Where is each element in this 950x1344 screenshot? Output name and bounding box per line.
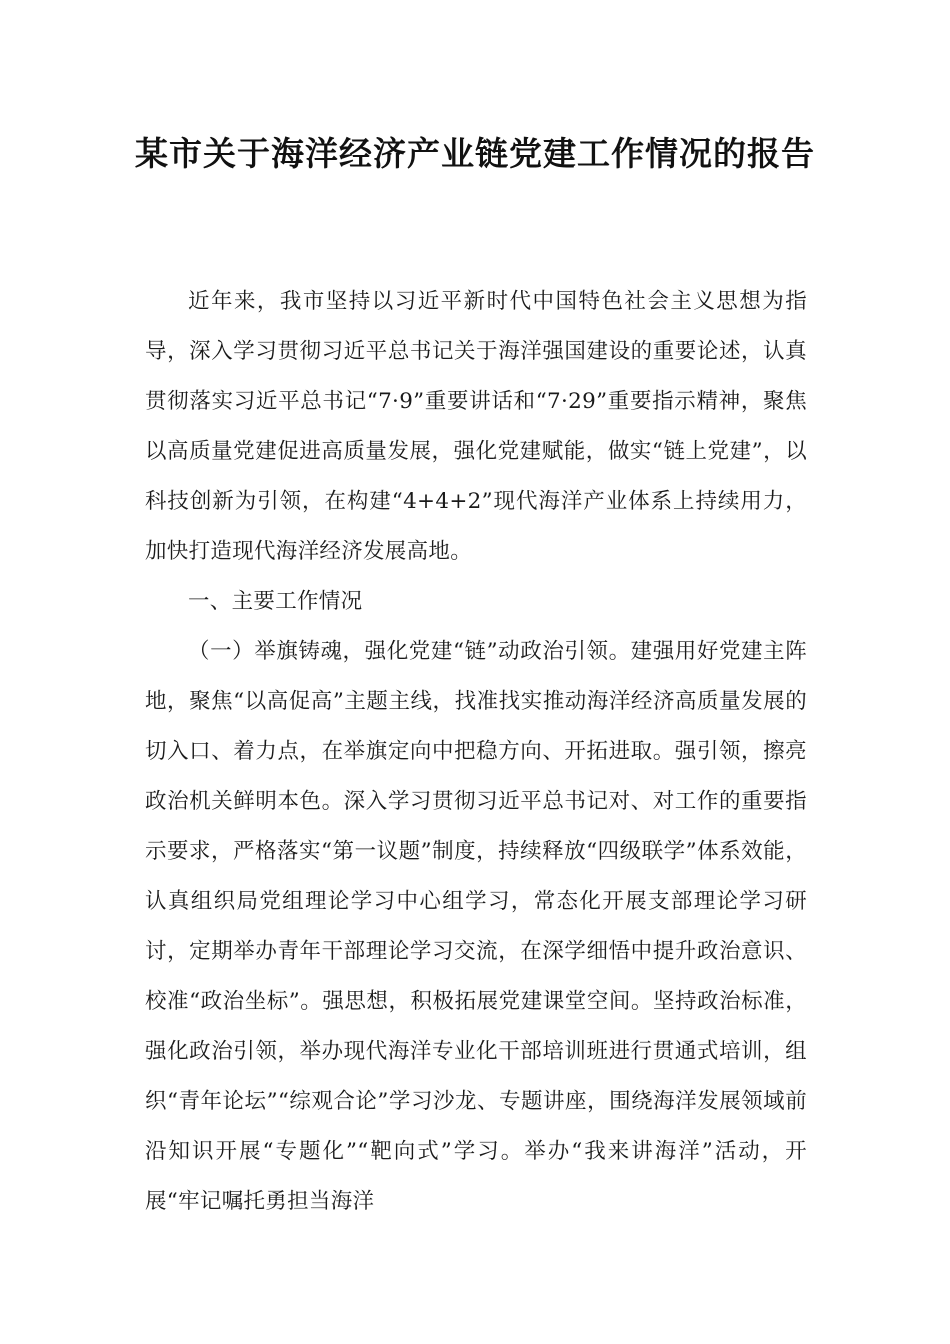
document-title: 某市关于海洋经济产业链党建工作情况的报告 bbox=[135, 134, 815, 173]
subsection-paragraph-1: （一）举旗铸魂，强化党建“链”动政治引领。建强用好党建主阵地，聚焦“以高促高”主题主线，找准找实推动海洋经济高质量发展的切入口、着力点，在举旗定向中把稳方向、开拓进取。强引领，擦亮政治机关鲜明本色。深入学习贯彻习近平总书记对、对工作的重要指示要求，严格落实“第一议题”制度，持续释放“四级联学”体系效能，认真组织局党组理论学习中心组学习，常态化开展支部理论学习研讨，定期举办青年干部理论学习交流，在深学细悟中提升政治意识、校准“政治坐标”。强思想，积极拓展党建课堂空间。坚持政治标准，强化政治引领，举办现代海洋专业化干部培训班进行贯通式培训，组织“青年论坛”“综观合论”学习沙龙、专题讲座，围绕海洋发展领域前沿知识开展“专题化”“靶向式”学习。举办“我来讲海洋”活动，开展“牢记嘱托勇担当海洋 bbox=[145, 639, 807, 1214]
document-body bbox=[145, 277, 807, 1227]
section-heading-main-work: 一、主要工作情况 bbox=[188, 589, 363, 614]
intro-paragraph: 近年来，我市坚持以习近平新时代中国特色社会主义思想为指导，深入学习贯彻习近平总书记关于海洋强国建设的重要论述，认真贯彻落实习近平总书记“7·9”重要讲话和“7·29”重要指示精神，聚焦以高质量党建促进高质量发展，强化党建赋能，做实“链上党建”，以科技创新为引领，在构建“4+4+2”现代海洋产业体系上持续用力，加快打造现代海洋经济发展高地。 bbox=[145, 289, 807, 564]
